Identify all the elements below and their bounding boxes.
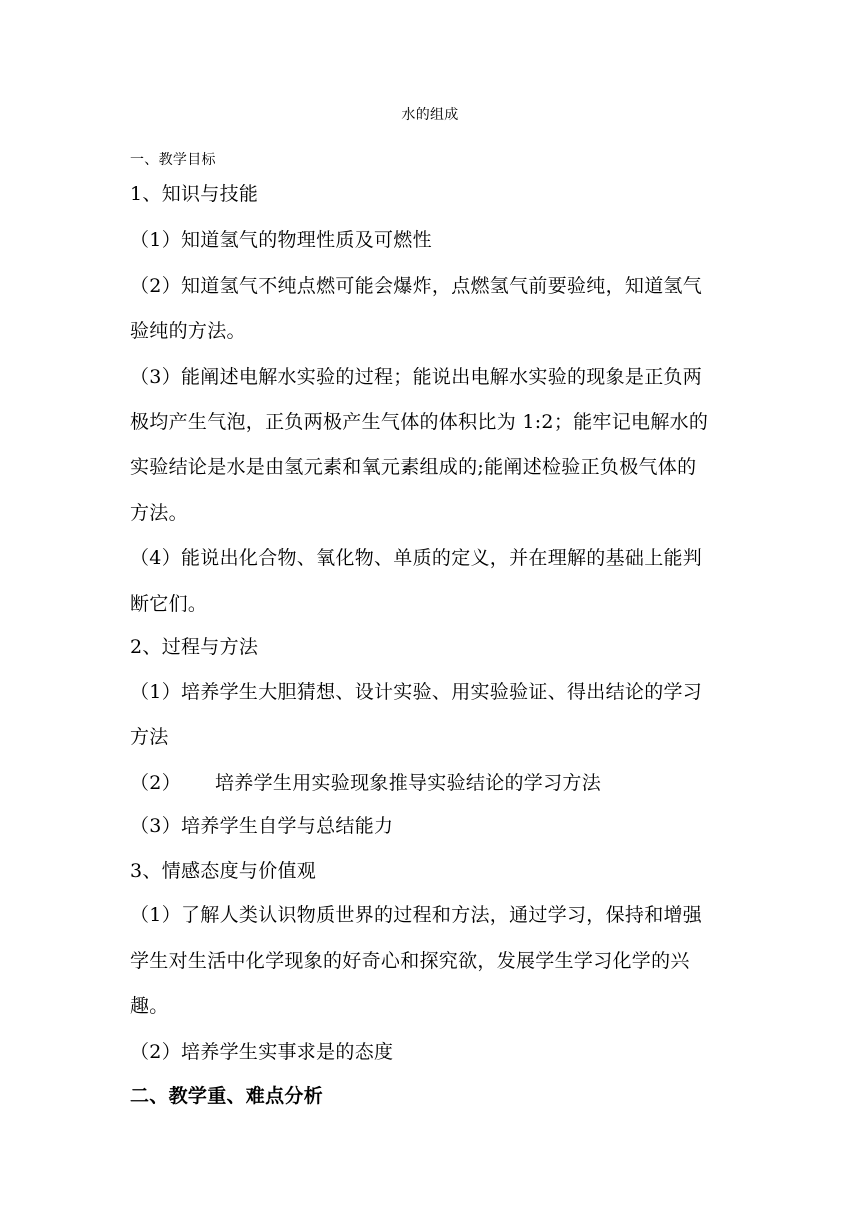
subheading-process-methods: 2、过程与方法 (130, 636, 259, 658)
section-heading-teaching-goals: 一、教学目标 (130, 152, 216, 168)
paragraph-line: 趣。 (130, 995, 169, 1017)
paragraph-line: （1）知道氢气的物理性质及可燃性 (130, 229, 432, 251)
paragraph-line: （2）知道氢气不纯点燃可能会爆炸，点燃氢气前要验纯，知道氢气 (130, 275, 703, 297)
subheading-emotions-values: 3、情感态度与价值观 (130, 860, 317, 882)
paragraph-line (130, 772, 601, 794)
subheading-knowledge-skills: 1、知识与技能 (130, 183, 259, 205)
paragraph-line: （1）了解人类认识物质世界的过程和方法，通过学习，保持和增强 (130, 904, 703, 926)
paragraph-line: 断它们。 (130, 593, 208, 615)
paragraph-line: 验纯的方法。 (130, 320, 246, 342)
paragraph-line: （4）能说出化合物、氧化物、单质的定义，并在理解的基础上能判 (130, 547, 703, 569)
document-title: 水的组成 (401, 107, 459, 123)
list-text: 培养学生用实验现象推导实验结论的学习方法 (215, 772, 602, 794)
paragraph-line: 极均产生气泡，正负两极产生气体的体积比为 1:2；能牢记电解水的 (130, 411, 709, 433)
paragraph-line: （2）培养学生实事求是的态度 (130, 1041, 394, 1063)
list-number: （2） (130, 772, 181, 794)
paragraph-line: 实验结论是水是由氢元素和氧元素组成的;能阐述检验正负极气体的 (130, 456, 697, 478)
paragraph-line: 学生对生活中化学现象的好奇心和探究欲，发展学生学习化学的兴 (130, 950, 690, 972)
section-heading-key-points: 二、教学重、难点分析 (130, 1085, 324, 1107)
paragraph-line: 方法。 (130, 502, 188, 524)
paragraph-line: （1）培养学生大胆猜想、设计实验、用实验验证、得出结论的学习 (130, 681, 703, 703)
paragraph-line: （3）能阐述电解水实验的过程；能说出电解水实验的现象是正负两 (130, 366, 703, 388)
paragraph-line: （3）培养学生自学与总结能力 (130, 815, 394, 837)
paragraph-line: 方法 (130, 726, 169, 748)
